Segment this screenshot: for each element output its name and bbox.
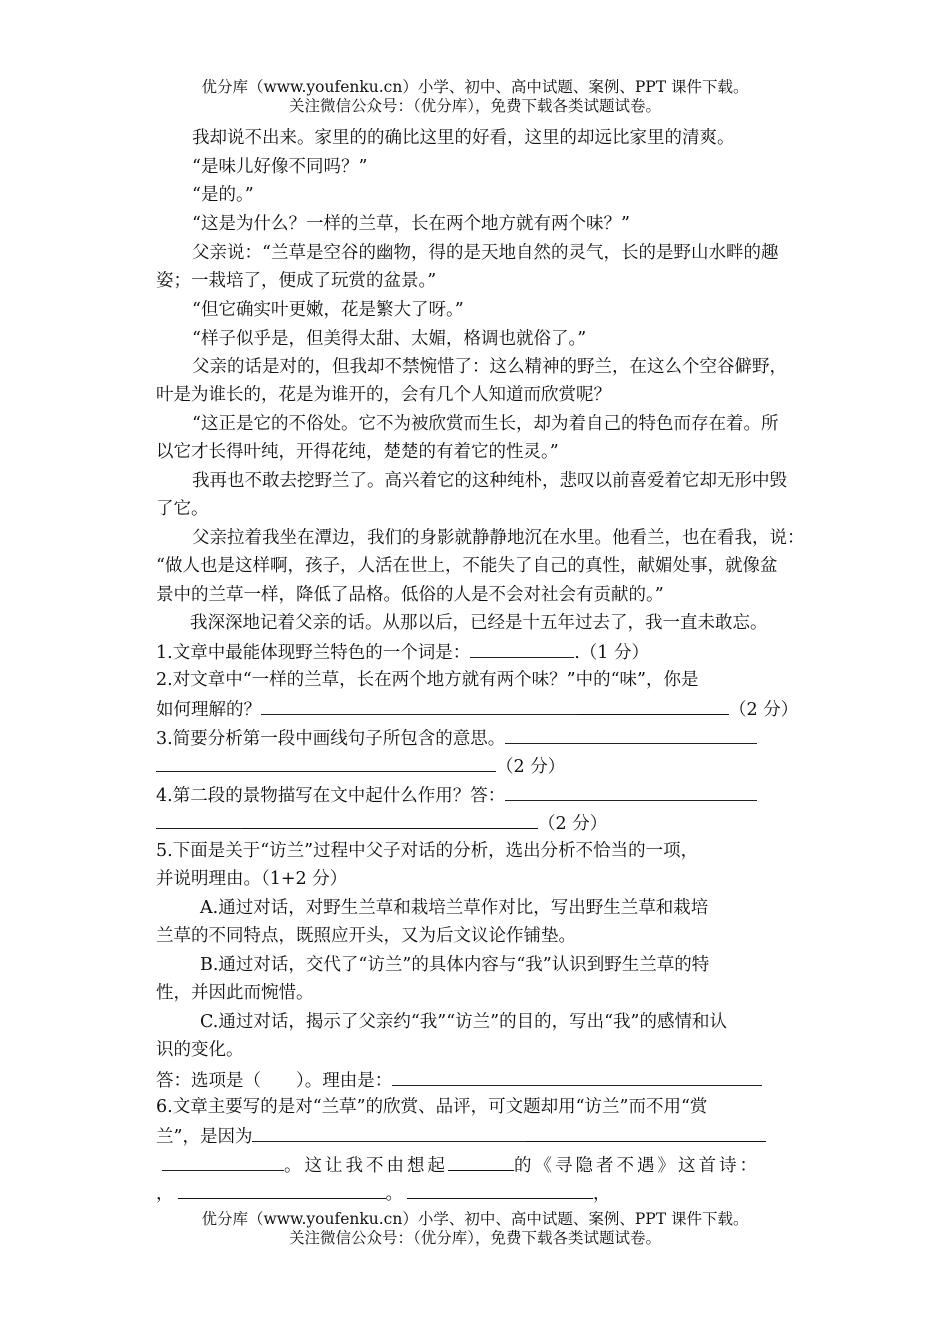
poem-comma: ， <box>593 1184 611 1204</box>
passage-line: “是味儿好像不同吗？” <box>192 157 368 177</box>
header-line-1: 优分库（www.youfenku.cn）小学、初中、高中试题、案例、PPT 课件下载。 <box>201 78 749 96</box>
passage-line: 景中的兰草一样，降低了品格。低俗的人是不会对社会有贡献的。” <box>156 585 664 605</box>
footer-line-1: 优分库（www.youfenku.cn）小学、初中、高中试题、案例、PPT 课件下载。 <box>201 1210 749 1228</box>
question-4-score: （2 分） <box>538 814 608 834</box>
passage-line: “这正是它的不俗处。它不为被欣赏而生长，却为着自己的特色而存在着。所 <box>192 414 779 434</box>
answer-blank[interactable] <box>526 1121 766 1142</box>
passage-line: 了它。 <box>156 499 209 519</box>
question-6-line-4 <box>156 1178 611 1208</box>
question-6-line-2 <box>156 1121 766 1151</box>
question-5-answer <box>156 1065 762 1095</box>
answer-blank[interactable] <box>156 808 242 829</box>
question-3-line-1 <box>156 723 757 753</box>
option-b-cont: 性，并因此而惋惜。 <box>156 983 314 1003</box>
question-5-answer-text: 答：选项是（ ）。理由是： <box>156 1071 393 1091</box>
passage-line: “但它确实叶更嫩，花是繁大了呀。” <box>192 300 464 320</box>
question-6-line-1: 6.文章主要写的是对“兰草”的欣赏、品评，可文题却用“访兰”而不用“赏 <box>156 1097 708 1117</box>
question-2-line-1: 2.对文章中“一样的兰草，长在两个地方就有两个味？”中的“味”，你是 <box>156 670 699 690</box>
passage-line: “这是为什么？一样的兰草，长在两个地方就有两个味？” <box>192 214 630 234</box>
question-6-text: 兰”，是因为 <box>156 1127 253 1147</box>
question-2-score: （2 分） <box>729 700 799 720</box>
answer-blank[interactable] <box>242 808 538 829</box>
answer-blank[interactable] <box>162 1150 284 1171</box>
answer-blank[interactable] <box>579 694 729 715</box>
question-1 <box>156 637 649 667</box>
poem-comma: ， <box>156 1184 174 1204</box>
passage-line: 叶是为谁长的，花是为谁开的，会有几个人知道而欣赏呢？ <box>156 385 611 405</box>
question-3-line-2 <box>156 751 565 781</box>
passage-line: “样子似乎是，但美得太甜、太媚，格调也就俗了。” <box>192 329 587 349</box>
header-line-2: 关注微信公众号：（优分库），免费下载各类试题试卷。 <box>288 97 661 115</box>
option-a-cont: 兰草的不同特点，既照应开头，又为后文议论作铺垫。 <box>156 926 576 946</box>
option-b: B.通过对话，交代了“访兰”的具体内容与“我”认识到野生兰草的特 <box>200 955 710 975</box>
question-1-score: .（1 分） <box>574 643 649 663</box>
option-a: A.通过对话，对野生兰草和栽培兰草作对比，写出野生兰草和栽培 <box>200 898 709 918</box>
passage-line: “做人也是这样啊，孩子，人活在世上，不能失了自己的真性，献媚处事，就像盆 <box>156 556 778 576</box>
answer-blank[interactable] <box>505 780 757 801</box>
footer-line-2: 关注微信公众号：（优分库），免费下载各类试题试卷。 <box>288 1229 661 1247</box>
passage-line: 父亲说：“兰草是空谷的幽物，得的是天地自然的灵气，长的是野山水畔的趣 <box>192 243 779 263</box>
passage-line: 父亲的话是对的，但我却不禁惋惜了：这么精神的野兰，在这么个空谷僻野， <box>192 357 787 377</box>
question-4-line-1 <box>156 780 757 810</box>
answer-blank[interactable] <box>261 694 579 715</box>
question-3-text: 3.简要分析第一段中画线句子所包含的意思。 <box>156 729 506 749</box>
question-5-line-2: 并说明理由。（1+2 分） <box>156 869 348 889</box>
passage-line: 父亲拉着我坐在潭边，我们的身影就静静地沉在水里。他看兰，也在看我，说： <box>192 528 805 548</box>
question-6-text-b: 的《寻隐者不遇》这首诗： <box>514 1156 760 1176</box>
answer-blank[interactable] <box>178 1178 386 1199</box>
poem-period: 。 <box>385 1184 403 1204</box>
option-c-cont: 识的变化。 <box>156 1040 244 1060</box>
passage-line: 姿；一栽培了，便成了玩赏的盆景。” <box>156 271 437 291</box>
passage-line: 以它才长得叶纯，开得花纯，楚楚的有着它的性灵。” <box>156 442 559 462</box>
answer-blank[interactable] <box>392 1065 762 1086</box>
question-2-text: 如何理解的？ <box>156 700 261 720</box>
question-5-line-1: 5.下面是关于“访兰”过程中父子对话的分析，选出分析不恰当的一项， <box>156 841 699 861</box>
answer-blank[interactable] <box>470 637 574 658</box>
question-1-text: 1.文章中最能体现野兰特色的一个词是： <box>156 643 471 663</box>
answer-blank[interactable] <box>156 751 496 772</box>
question-6-line-3 <box>162 1150 760 1180</box>
passage-line: 我深深地记着父亲的话。从那以后，已经是十五年过去了，我一直未敢忘。 <box>190 613 768 633</box>
question-4-text: 4.第二段的景物描写在文中起什么作用？答： <box>156 786 506 806</box>
question-3-score: （2 分） <box>496 757 566 777</box>
answer-blank[interactable] <box>252 1121 526 1142</box>
question-2-line-2 <box>156 694 798 724</box>
passage-line: “是的。” <box>192 185 254 205</box>
question-6-text-a: 。这让我不由想起 <box>284 1156 448 1176</box>
question-4-line-2 <box>156 808 607 838</box>
passage-line: 我再也不敢去挖野兰了。高兴着它的这种纯朴，悲叹以前喜爱着它却无形中毁 <box>192 471 787 491</box>
passage-line: 我却说不出来。家里的的确比这里的好看，这里的却远比家里的清爽。 <box>192 128 735 148</box>
answer-blank[interactable] <box>407 1178 593 1199</box>
answer-blank[interactable] <box>505 723 757 744</box>
answer-blank[interactable] <box>448 1150 514 1171</box>
option-c: C.通过对话，揭示了父亲约“我”“访兰”的目的，写出“我”的感情和认 <box>200 1012 728 1032</box>
